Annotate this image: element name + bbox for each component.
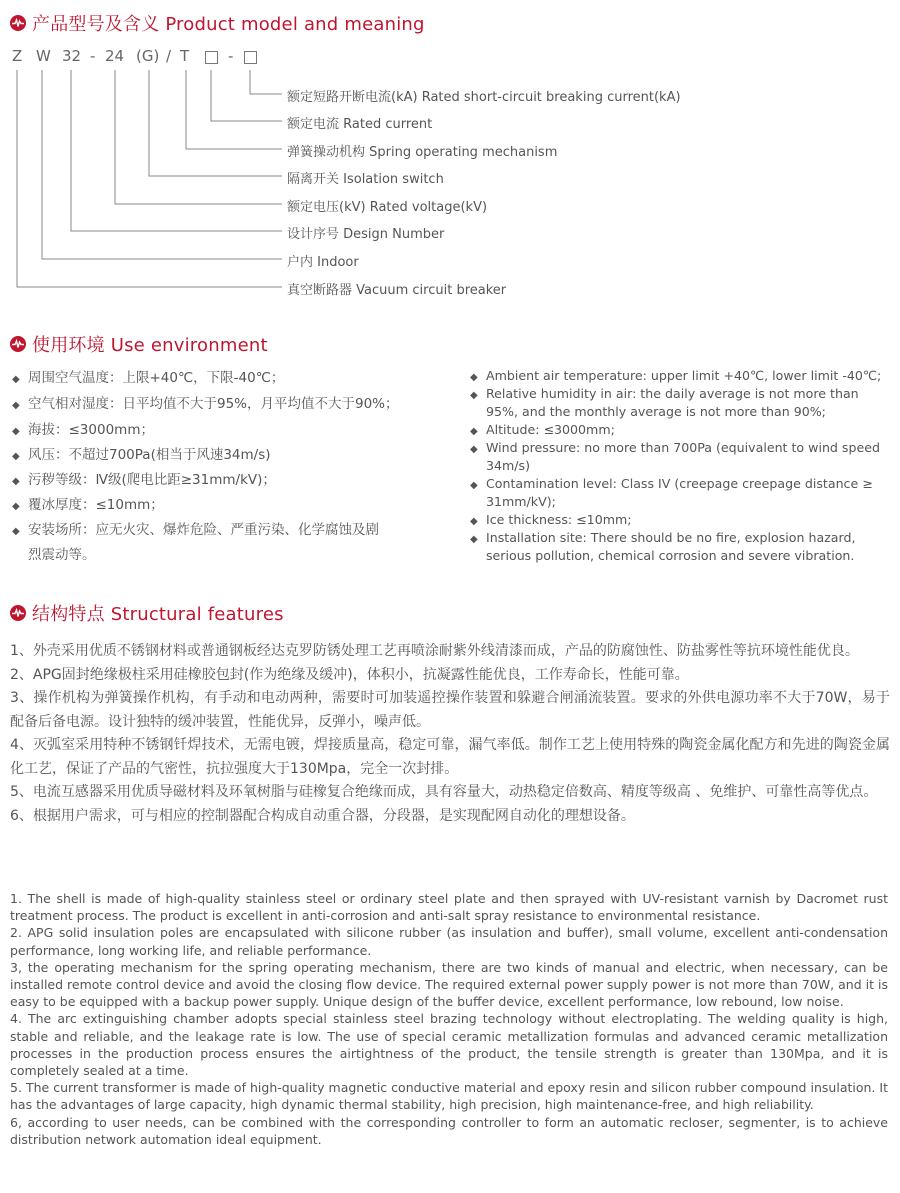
env-cn-item: ◆ 污秽等级：Ⅳ级(爬电比距≥31mm/kV)；: [12, 472, 276, 488]
diamond-bullet-icon: ◆: [470, 426, 478, 437]
code-slash: /: [166, 47, 172, 65]
code-32: 32: [62, 47, 82, 65]
feature-en-item: 2. APG solid insulation poles are encapsulated with silicone rubber (as insulation and buffer), small volume, excellent anti-condensation performance, long working life, and reliable performance.: [10, 925, 888, 958]
diamond-bullet-icon: ◆: [12, 374, 20, 385]
feature-cn-item: 1、外壳采用优质不锈钢材料或普通钢板经达克罗防锈处理工艺再喷涂耐紫外线清漆而成，产品的防腐蚀性、防盐雾性等抗环境性能优良。: [10, 643, 859, 659]
diamond-bullet-icon: ◆: [12, 501, 20, 512]
env-en-item: ◆ Wind pressure: no more than 700Pa (equivalent to wind speed 34m/s): [470, 440, 880, 473]
model-label-spring-mechanism: 弹簧操动机构 Spring operating mechanism: [287, 145, 558, 160]
code-w: W: [36, 47, 51, 65]
feature-cn-item: 3、操作机构为弹簧操作机构，有手动和电动两种，需要时可加装遥控操作装置和躲避合闸涌流装置。要求的外供电源功率不大于70W，易于配备后备电源。设计独特的缓冲装置，性能优异，反弹小，噪声低。: [10, 690, 890, 730]
env-cn-item: ◆ 空气相对湿度：日平均值不大于95%，月平均值不大于90%；: [12, 396, 399, 412]
pulse-icon: [10, 605, 26, 621]
feature-cn-item: 5、电流互感器采用优质导磁材料及环氧树脂与硅橡复合绝缘而成，具有容量大，动热稳定倍数高、精度等级高 、免维护、可靠性高等优点。: [10, 784, 878, 800]
section-header-structural: [10, 600, 284, 626]
env-en-item: ◆ Ambient air temperature: upper limit +40℃, lower limit -40℃;: [470, 367, 892, 387]
diamond-bullet-icon: ◆: [470, 390, 478, 401]
section-title: 使用环境 Use environment: [32, 335, 268, 356]
model-label-breaking-current: 额定短路开断电流(kA) Rated short-circuit breaking current(kA): [287, 90, 681, 105]
diamond-bullet-icon: ◆: [12, 526, 20, 537]
feature-cn-item: 2、APG固封绝缘极柱采用硅橡胶包封(作为绝缘及缓冲)，体积小，抗凝露性能优良，工作寿命长，性能可靠。: [10, 666, 689, 683]
diamond-bullet-icon: ◆: [470, 444, 478, 455]
diamond-bullet-icon: ◆: [470, 372, 478, 383]
feature-en-item: 1. The shell is made of high-quality stainless steel or ordinary steel plate and then sprayed with UV-resistant varnish by Dacromet rust treatment process. The product is excellent in anti-corrosion and anti-salt spray resistance to environmental resistance.: [10, 891, 888, 924]
feature-en-item: 6, according to user needs, can be combined with the corresponding controller to form an automatic recloser, segmenter, is to achieve distribution network automation ideal equipment.: [10, 1114, 888, 1147]
features-en: [10, 890, 888, 1148]
env-en-item: ◆ Contamination level: Class IV (creepage creepage distance ≥ 31mm/kV);: [470, 476, 873, 509]
env-en-item: ◆ Installation site: There should be no fire, explosion hazard, serious pollution, chemical corrosion and severe vibration.: [470, 530, 856, 563]
feature-cn-item: 4、灭弧室采用特种不锈钢钎焊技术，无需电镀，焊接质量高，稳定可靠，漏气率低。制作工艺上使用特殊的陶瓷金属化配方和先进的陶瓷金属化工艺，保证了产品的气密性，抗拉强度大于130Mpa，完全一次封排。: [10, 737, 890, 777]
code-dash: -: [90, 47, 96, 65]
model-label-isolation-switch: 隔离开关 Isolation switch: [287, 172, 444, 187]
feature-en-item: 3, the operating mechanism for the spring operating mechanism, there are two kinds of manual and electric, when necessary, can be installed remote control device and avoid the closing flow device. The required external power supply power is not more than 70W, and it is easy to be equipped with a backup power supply. Unique design of the buffer device, excellent performance, low rebound, low noise.: [10, 959, 888, 1010]
env-cn-item: ◆ 安装场所：应无火灾、爆炸危险、严重污染、化学腐蚀及剧: [12, 522, 379, 538]
code-t: T: [180, 47, 190, 65]
diamond-bullet-icon: ◆: [12, 451, 20, 462]
env-cn-item: ◆ 海拔：≤3000mm；: [12, 422, 154, 438]
env-cn-item: ◆ 周围空气温度：上限+40℃，下限-40℃；: [12, 370, 285, 386]
env-en-item: ◆ Relative humidity in air: the daily average is not more than 95%, and the monthly average is not more than 90%;: [470, 386, 859, 419]
diamond-bullet-icon: ◆: [12, 476, 20, 487]
diamond-bullet-icon: ◆: [470, 534, 478, 545]
model-label-vacuum-breaker: 真空断路器 Vacuum circuit breaker: [287, 283, 507, 298]
code-g: (G): [136, 47, 160, 65]
section-header-environment: [10, 331, 268, 357]
diamond-bullet-icon: ◆: [470, 516, 478, 527]
code-dash-2: -: [228, 47, 234, 65]
section-title: 结构特点 Structural features: [32, 604, 284, 625]
feature-cn-item: 6、根据用户需求，可与相应的控制器配合构成自动重合器，分段器，是实现配网自动化的理想设备。: [10, 807, 635, 824]
pulse-icon: [10, 336, 26, 352]
diamond-bullet-icon: ◆: [12, 426, 20, 437]
env-en-item: ◆ Ice thickness: ≤10mm;: [470, 511, 892, 531]
env-cn-item: ◆ 覆冰厚度：≤10mm；: [12, 497, 164, 513]
section-title: 产品型号及含义 Product model and meaning: [32, 14, 425, 35]
model-label-rated-voltage: 额定电压(kV) Rated voltage(kV): [287, 200, 488, 215]
features-cn: [10, 640, 890, 828]
env-en-item: ◆ Altitude: ≤3000mm;: [470, 421, 892, 441]
diamond-bullet-icon: ◆: [12, 400, 20, 411]
model-label-rated-current: 额定电流 Rated current: [287, 117, 433, 132]
model-label-design-number: 设计序号 Design Number: [287, 227, 445, 242]
code-z: Z: [12, 47, 23, 65]
code-24: 24: [105, 47, 125, 65]
feature-en-item: 5. The current transformer is made of high-quality magnetic conductive material and epoxy resin and silicon rubber compound insulation. It has the advantages of large capacity, high dynamic thermal stability, high precision, high maintenance-free, and high reliability.: [10, 1080, 888, 1113]
env-cn-item-cont: 烈震动等。: [28, 547, 96, 563]
model-label-indoor: 户内 Indoor: [287, 255, 359, 270]
diamond-bullet-icon: ◆: [470, 480, 478, 491]
feature-en-item: 4. The arc extinguishing chamber adopts special stainless steel brazing technology without electroplating. The welding quality is high, stable and reliable, and the leakage rate is low. The use of special ceramic metallization formulas and advanced ceramic metallization processes in the production process ensures the airtightness of the product, the tensile strength is greater than 130Mpa, and it is completely sealed at a time.: [10, 1011, 888, 1079]
env-cn-item: ◆ 风压：不超过700Pa(相当于风速34m/s): [12, 447, 271, 463]
